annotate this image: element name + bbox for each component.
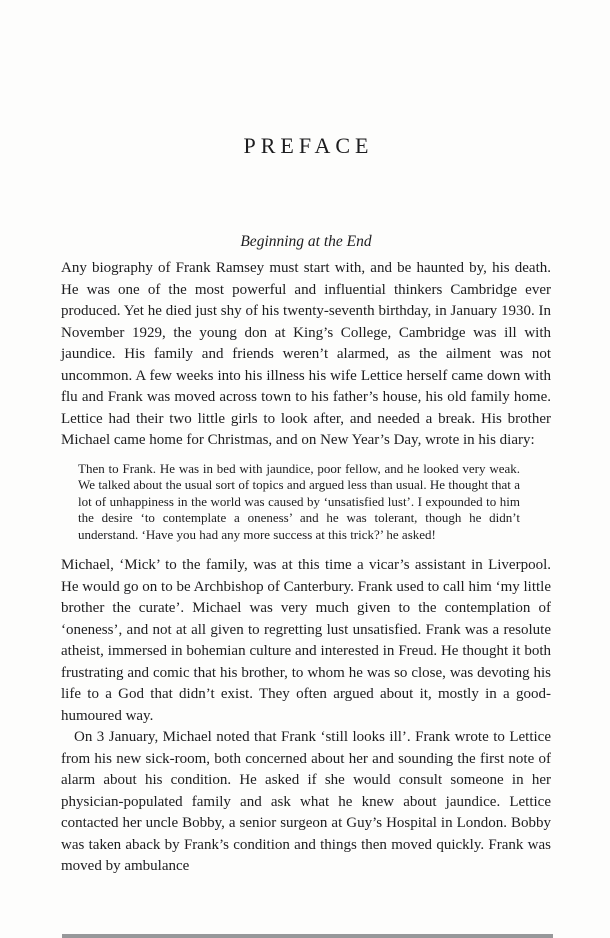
paragraph-january: On 3 January, Michael noted that Frank ‘still looks ill’. Frank wrote to Lettice from his new sick-room, both concerned about her and sounding the first note of alarm about his condition. He asked if she would consult someone in her physician-populated family and ask what he knew about jaundice. Lettice contacted her uncle Bobby, a senior surgeon at Guy’s Hospital in London. Bobby was taken aback by Frank’s condition and things then moved quickly. Frank was moved by ambulance [61,729,551,875]
section-subtitle: Beginning at the End [240,233,372,250]
diary-blockquote: Then to Frank. He was in bed with jaundice, poor fellow, and he looked very weak. We talked about the usual sort of topics and argued less than usual. He thought that a lot of unhappiness in the world was caused by ‘unsatisfied lust’. I expounded to him the desire ‘to contemplate a oneness’ and he was tolerant, though he didn’t understand. ‘Have you had any more success at this trick?’ he asked! [78,460,520,542]
paragraph-opening: Any biography of Frank Ramsey must start with, and be haunted by, his death. He was one of the most powerful and influential thinkers Cambridge ever produced. Yet he died just shy of his twenty-seventh birthday, in January 1930. In November 1929, the young don at King’s College, Cambridge was ill with jaundice. His family and friends weren’t alarmed, as the ailment was not uncommon. A few weeks into his illness his wife Lettice herself came down with flu and Frank was moved across town to his father’s house, his old family home. Lettice had their two little girls to look after, and needed a break. His brother Michael came home for Christmas, and on New Year’s Day, wrote in his diary: [61,260,551,448]
paragraph-michael: Michael, ‘Mick’ to the family, was at this time a vicar’s assistant in Liverpool. He would go on to be Archbishop of Canterbury. Frank used to call him ‘my little brother the curate’. Michael was very much given to the contemplation of ‘oneness’, and not at all given to regretting lust unsatisfied. Frank was a resolute atheist, immersed in bohemian culture and interested in Freud. He thought it both frustrating and comic that his brother, to whom he was so close, was devoting his life to a God that didn’t exist. They often argued about it, mostly in a good-humoured way. [61,557,551,724]
page-bottom-bar [62,934,553,938]
page-title: PREFACE [243,133,374,158]
